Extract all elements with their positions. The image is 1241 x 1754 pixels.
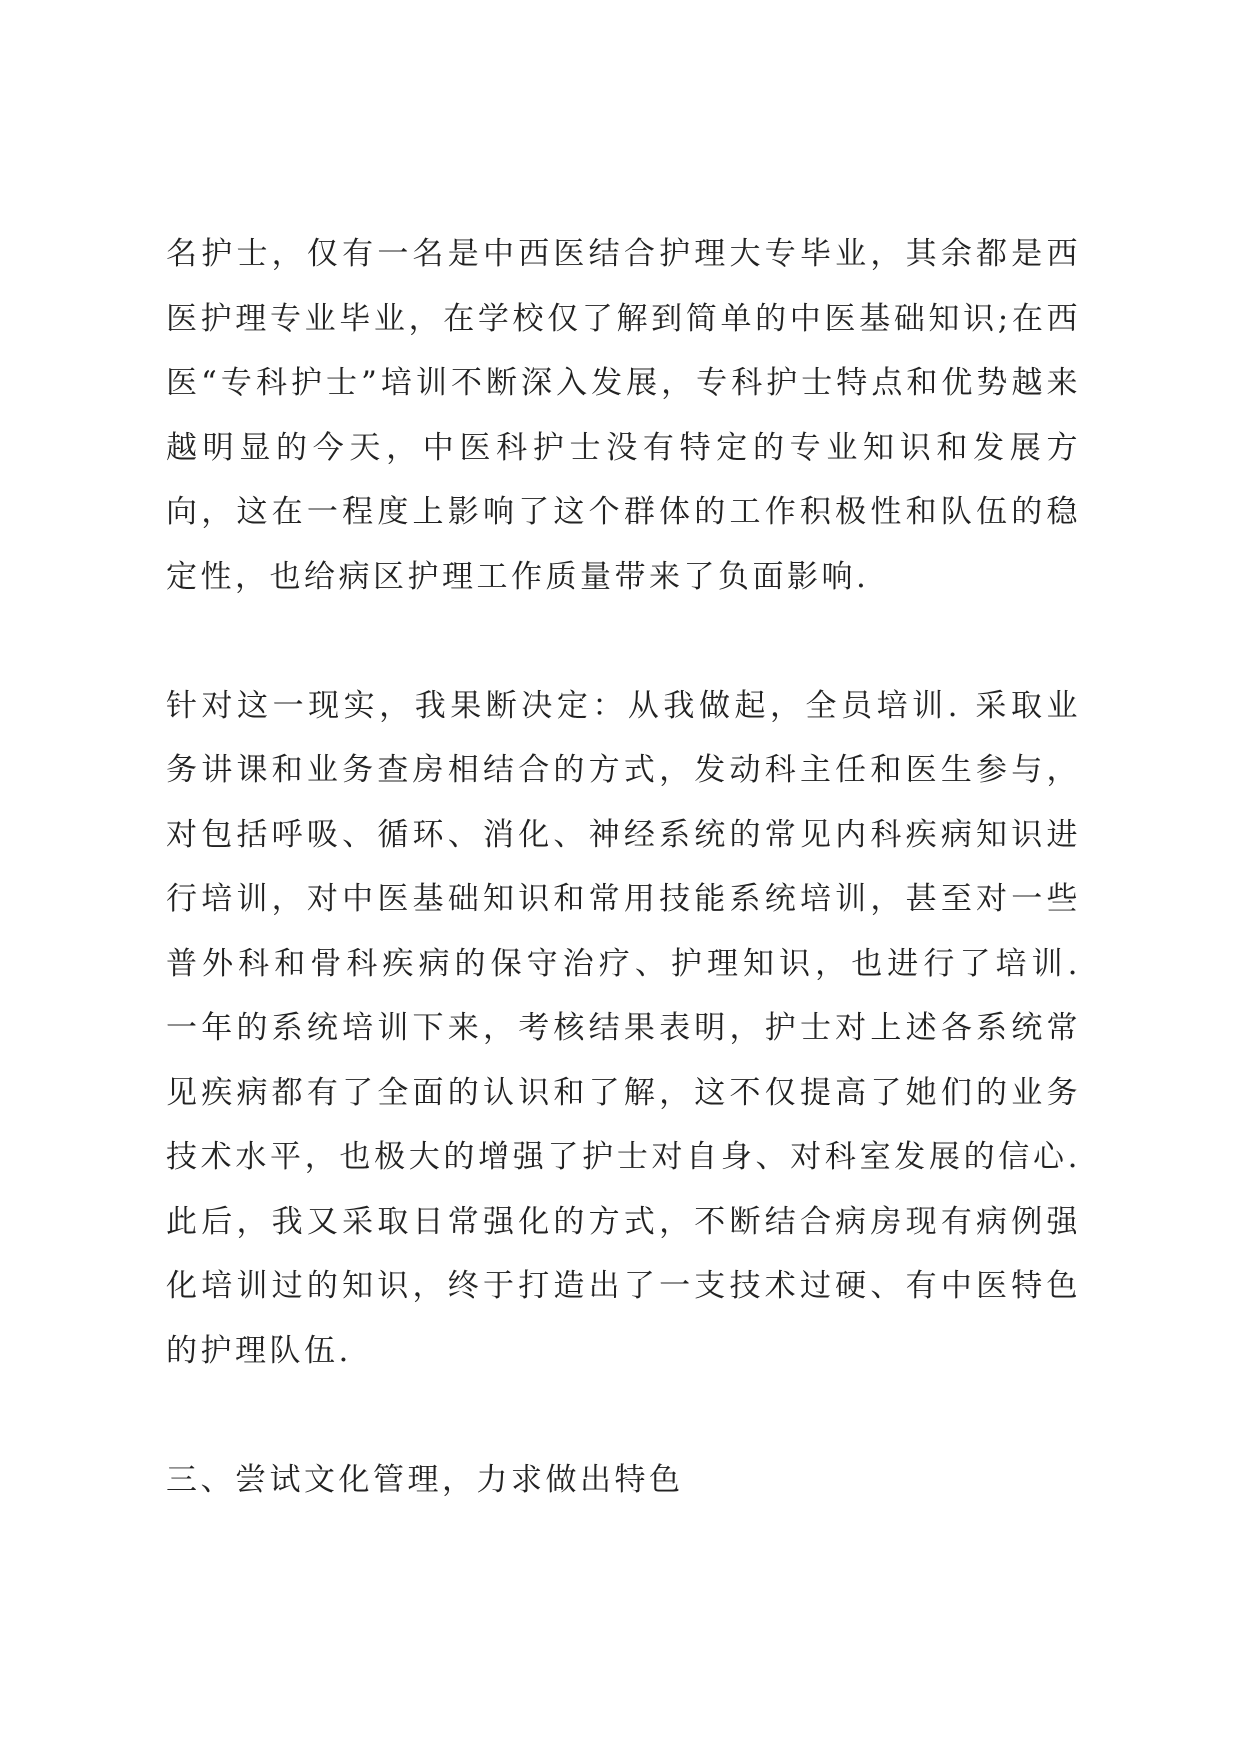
document-body <box>166 222 1081 1512</box>
section-heading: 三、尝试文化管理，力求做出特色 <box>166 1461 684 1498</box>
paragraph-nursing-staff-background: 名护士，仅有一名是中西医结合护理大专毕业，其余都是西医护理专业毕业，在学校仅了解到简单的中医基础知识;在西医“专科护士”培训不断深入发展，专科护士特点和优势越来越明显的今天，中医科护士没有特定的专业知识和发展方向，这在一程度上影响了这个群体的工作积极性和队伍的稳定性，也给病区护理工作质量带来了负面影响. <box>166 236 1081 595</box>
paragraph-training-measures: 针对这一现实，我果断决定：从我做起，全员培训. 采取业务讲课和业务查房相结合的方式，发动科主任和医生参与，对包括呼吸、循环、消化、神经系统的常见内科疾病知识进行培训，对中医基础知识和常用技能系统培训，甚至对一些普外科和骨科疾病的保守治疗、护理知识，也进行了培训. 一年的系统培训下来，考核结果表明，护士对上述各系统常见疾病都有了全面的认识和了解，这不仅提高了她们的业务技术水平，也极大的增强了护士对自身、对科室发展的信心. 此后，我又采取日常强化的方式，不断结合病房现有病例强化培训过的知识，终于打造出了一支技术过硬、有中医特色的护理队伍. <box>166 687 1081 1369</box>
paragraph-spacer <box>166 1383 1081 1448</box>
paragraph-spacer <box>166 609 1081 674</box>
